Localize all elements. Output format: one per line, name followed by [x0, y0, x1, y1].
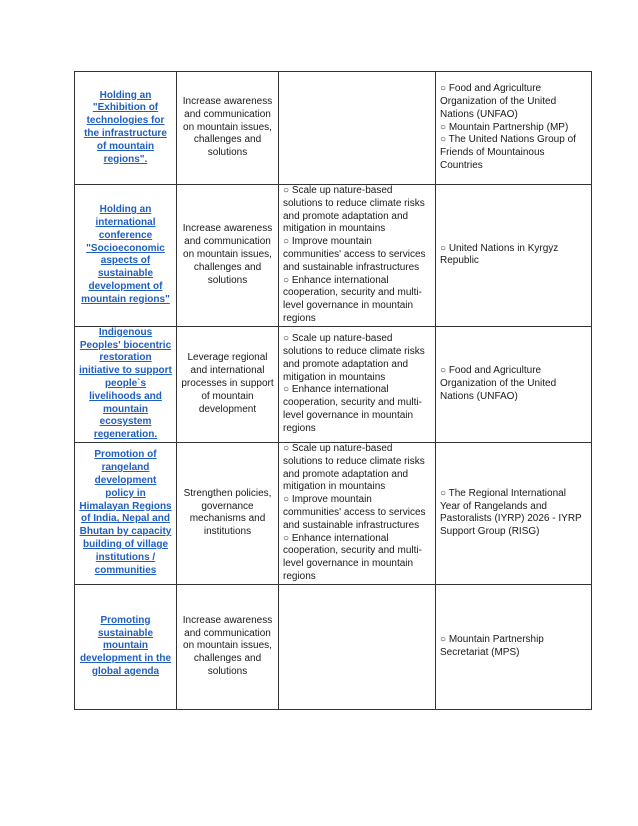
partner-item: ○ United Nations in Kyrgyz Republic [440, 242, 559, 267]
purpose-cell: Increase awareness and communication on mountain issues, challenges and solutions [177, 584, 279, 709]
goal-item: ○ Improve mountain communities' access to services and sustainable infrastructures [283, 494, 426, 531]
partner-item: ○ Mountain Partnership (MP) [440, 121, 569, 133]
partners-cell [436, 326, 592, 442]
table-row [75, 326, 592, 442]
action-link[interactable]: Indigenous Peoples' biocentric restoration initiative to support people`s livelihoods and mountain ecosystem regeneration. [79, 326, 172, 441]
goals-cell [279, 185, 436, 327]
goals-cell [279, 442, 436, 584]
goals-cell [279, 326, 436, 442]
activities-table [74, 71, 592, 710]
action-link[interactable]: Promotion of rangeland development policy in Himalayan Regions of India, Nepal and Bhutan by capacity building of village institutions / communities [79, 449, 172, 576]
action-link[interactable]: Holding an "Exhibition of technologies for the infrastructure of mountain regions". [84, 89, 167, 165]
purpose-cell: Leverage regional and international processes in support of mountain development [177, 326, 279, 442]
partners-cell [436, 185, 592, 327]
purpose-cell: Strengthen policies, governance mechanisms and institutions [177, 442, 279, 584]
table-row [75, 185, 592, 327]
partner-item: ○ The Regional International Year of Rangelands and Pastoralists (IYRP) 2026 - IYRP Support Group (RISG) [440, 487, 582, 538]
goal-item: ○ Enhance international cooperation, security and multi-level governance in mountain regions [283, 532, 422, 582]
goal-item: ○ Enhance international cooperation, security and multi-level governance in mountain regions [283, 274, 422, 324]
action-link[interactable]: Holding an international conference "Socioeconomic aspects of sustainable development of mountain regions" [81, 204, 170, 305]
goal-item: ○ Enhance international cooperation, security and multi-level governance in mountain regions [283, 384, 422, 434]
partner-item: ○ Mountain Partnership Secretariat (MPS) [440, 633, 544, 658]
goal-item: ○ Scale up nature-based solutions to reduce climate risks and promote adaptation and mitigation in mountains [283, 185, 425, 235]
goal-item: ○ Scale up nature-based solutions to reduce climate risks and promote adaptation and mitigation in mountains [283, 333, 425, 383]
action-link[interactable]: Promoting sustainable mountain development in the global agenda [79, 614, 172, 677]
goals-cell [279, 72, 436, 185]
goal-item: ○ Improve mountain communities' access to services and sustainable infrastructures [283, 236, 426, 273]
partners-cell [436, 584, 592, 709]
partners-cell [436, 442, 592, 584]
purpose-cell: Increase awareness and communication on mountain issues, challenges and solutions [177, 185, 279, 327]
purpose-cell: Increase awareness and communication on mountain issues, challenges and solutions [177, 72, 279, 185]
action-cell [75, 185, 177, 327]
partner-item: ○ Food and Agriculture Organization of the United Nations (UNFAO) [440, 365, 557, 402]
goal-item: ○ Scale up nature-based solutions to reduce climate risks and promote adaptation and mitigation in mountains [283, 442, 425, 493]
table-row [75, 584, 592, 709]
partner-item: ○ The United Nations Group of Friends of Mountainous Countries [440, 134, 576, 171]
partners-cell [436, 72, 592, 185]
goals-cell [279, 584, 436, 709]
action-cell [75, 326, 177, 442]
action-cell [75, 584, 177, 709]
action-cell [75, 442, 177, 584]
table-row [75, 442, 592, 584]
partner-item: ○ Food and Agriculture Organization of the United Nations (UNFAO) [440, 83, 557, 120]
action-cell [75, 72, 177, 185]
table-row [75, 72, 592, 185]
